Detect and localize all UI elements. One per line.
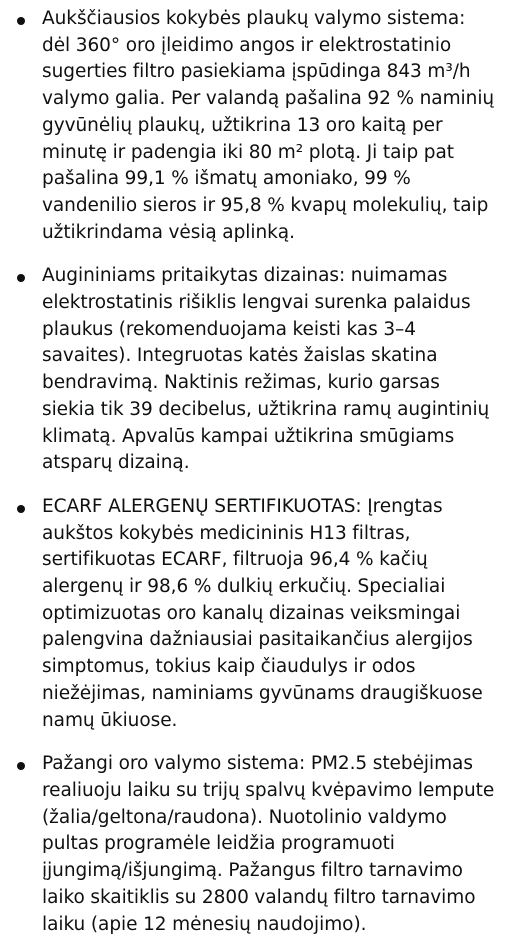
feature-bullet-cleaning-system [17, 6, 497, 246]
feature-bullet-text: Pažangi oro valymo sistema: PM2.5 stebėjimas realiuoju laiku su trijų spalvų kvėpavimo lempute (žalia/geltona/raudona). Nuotolinio valdymo pultas programėle leidžia programuoti įjungimą/išjungimą. Pažangus filtro tarnavimo laiko skaitiklis su 2800 valandų filtro tarnavimo laiku (apie 12 mėnesių naudojimo). [42, 753, 495, 935]
bullet-dot-icon [17, 505, 25, 513]
feature-bullet-text: Augininiams pritaikytas dizainas: nuimamas elektrostatinis rišiklis lengvai surenka palaidus plaukus (rekomenduojama keisti kas 3–4 savaites). Integruotas katės žaislas skatina bendravimą. Naktinis režimas, kurio garsas siekia tik 39 decibelus, užtikrina ramų augintinių klimatą. Apvalūs kampai užtikrina smūgiams atsparų dizainą. [42, 265, 490, 474]
bullet-dot-icon [17, 762, 25, 770]
feature-bullet-pet-design [17, 263, 497, 477]
feature-bullet-text: ECARF ALERGENŲ SERTIFIKUOTAS: Įrengtas aukštos kokybės medicininis H13 filtras, sertifikuotas ECARF, filtruoja 96,4 % kačių alergenų ir 98,6 % dulkių erkučių. Specialiai optimizuotas oro kanalų dizainas veiksmingai palengvina dažniausiai pasitaikančius alergijos simptomus, tokius kaip čiaudulys ir odos niežėjimas, naminiams gyvūnams draugiškuose namų ūkiuose. [42, 495, 483, 731]
feature-bullet-text: Aukščiausios kokybės plaukų valymo sistema: dėl 360° oro įleidimo angos ir elektrostatinio sugerties filtro pasiekiama įspūdinga 843 m³/h valymo galia. Per valandą pašalina 92 % naminių gyvūnėlių plaukų, užtikrina 13 oro kaitą per minutę ir padengia iki 80 m² plotą. Ji taip pat pašalina 99,1 % išmatų amoniako, 99 % vandenilio sieros ir 95,8 % kvapų molekulių, taip užtikrindama vėsią aplinką. [42, 8, 495, 243]
feature-bullet-smart-system [17, 751, 497, 938]
bullet-dot-icon [17, 274, 25, 282]
feature-bullet-list [17, 6, 497, 938]
bullet-dot-icon [17, 17, 25, 25]
feature-bullet-ecarf-certified [17, 494, 497, 734]
